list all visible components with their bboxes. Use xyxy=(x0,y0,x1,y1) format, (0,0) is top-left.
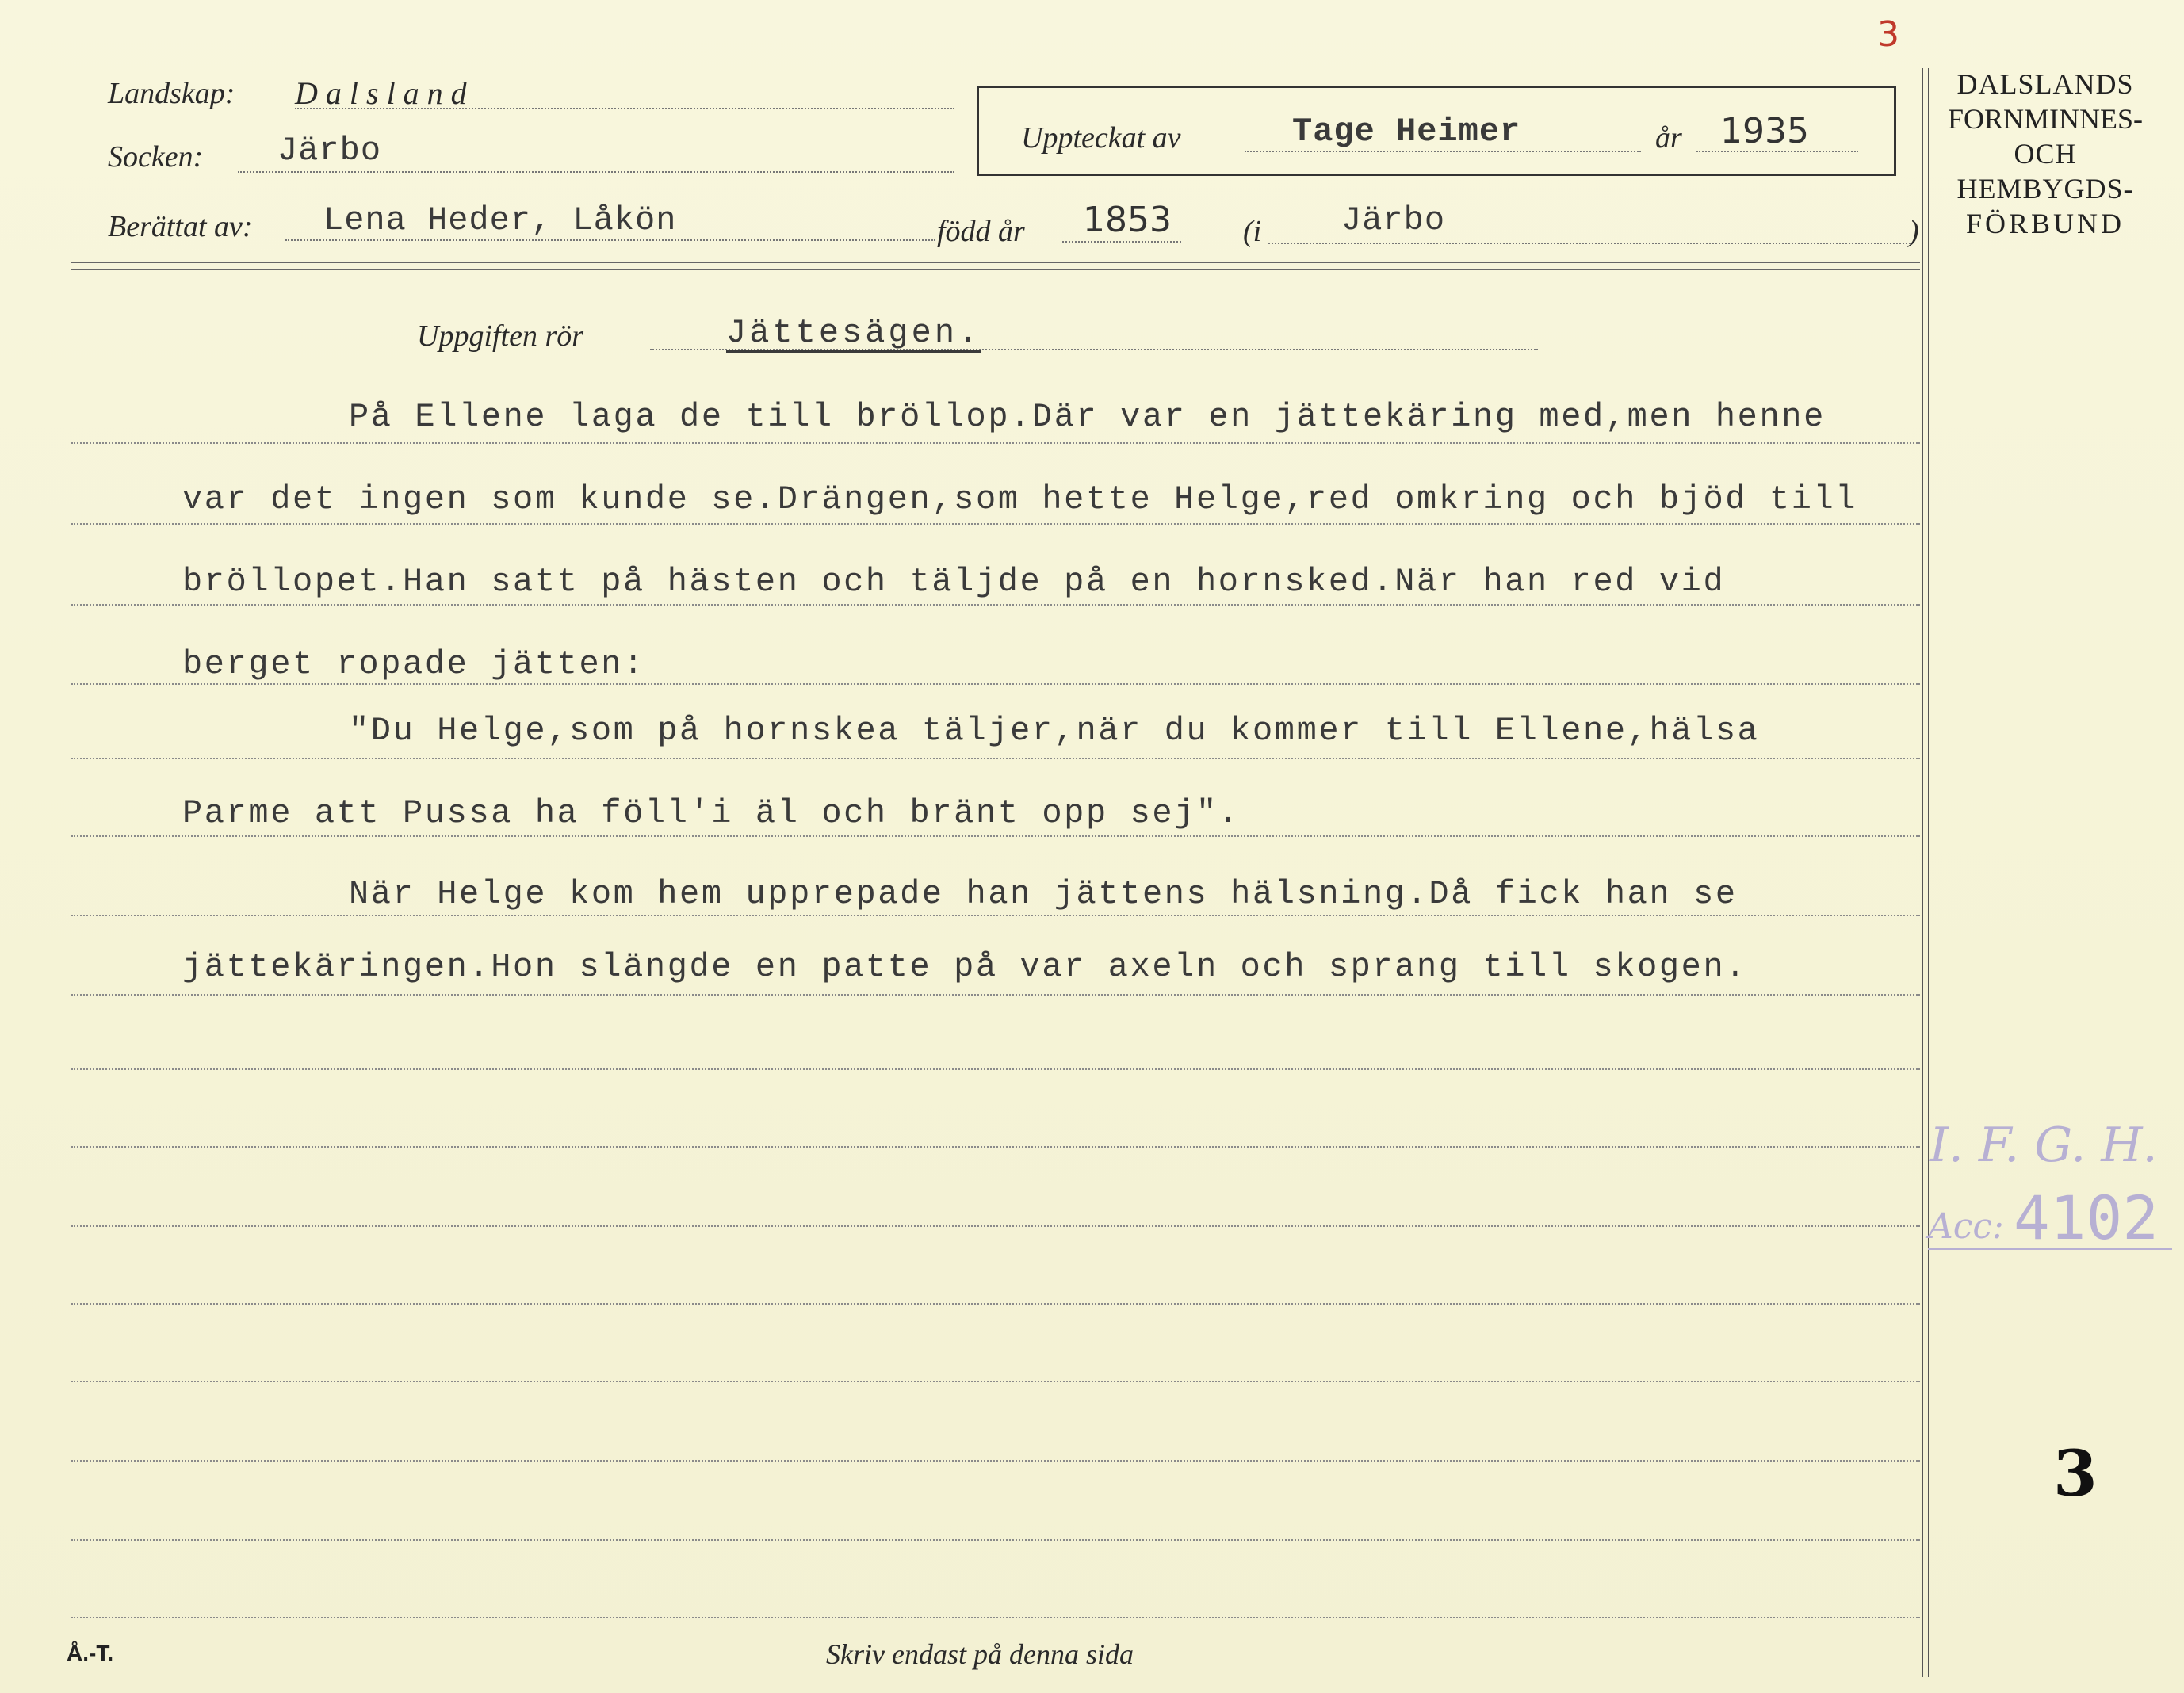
ar-label: år xyxy=(1655,121,1682,155)
berattat-value: Lena Heder, Låkön xyxy=(323,201,677,239)
body-line: "Du Helge,som på hornskea täljer,när du kommer till Ellene,hälsa xyxy=(349,712,1760,750)
archive-stamp-initials: I. F. G. H. xyxy=(1930,1118,2158,1173)
page-number-red: 3 xyxy=(1877,14,1899,55)
archive-stamp-acc-number: 4102 xyxy=(2014,1183,2159,1253)
archive-stamp-acc-label: Acc: xyxy=(1928,1206,2004,1247)
body-line: var det ingen som kunde se.Drängen,som hette Helge,red omkring och bjöd till xyxy=(182,480,1858,518)
organization-name: DALSLANDS FORNMINNES- OCH HEMBYGDS- FÖRBUND xyxy=(1947,68,2144,239)
margin-line xyxy=(1922,68,1923,1677)
body-line: jättekäringen.Hon slängde en patte på var axeln och sprang till skogen. xyxy=(182,948,1748,986)
uppteckat-label: Uppteckat av xyxy=(1021,121,1181,155)
i-close: ) xyxy=(1909,215,1919,248)
footer-instruction: Skriv endast på denna sida xyxy=(826,1638,1134,1670)
socken-value: Järbo xyxy=(277,132,382,170)
fodd-value: 1853 xyxy=(1083,200,1172,240)
i-label: (i xyxy=(1243,215,1262,248)
body-line: Parme att Pussa ha föll'i äl och bränt opp sej". xyxy=(182,794,1241,832)
ar-value: 1935 xyxy=(1720,111,1809,151)
subject-value: Jättesägen. xyxy=(726,314,981,352)
i-value: Järbo xyxy=(1341,201,1446,239)
subject-label: Uppgiften rör xyxy=(417,319,584,353)
body-line: berget ropade jätten: xyxy=(182,645,645,683)
landskap-value: D a l s l a n d xyxy=(295,75,467,111)
socken-label: Socken: xyxy=(108,140,204,174)
berattat-label: Berättat av: xyxy=(108,210,253,243)
fodd-label: född år xyxy=(937,215,1025,248)
landskap-label: Landskap: xyxy=(108,77,235,110)
body-line: bröllopet.Han satt på hästen och täljde på en hornsked.När han red vid xyxy=(182,563,1726,601)
body-line: När Helge kom hem upprepade han jättens hälsning.Då fick han se xyxy=(349,875,1738,913)
body-line: På Ellene laga de till bröllop.Där var en jättekäring med,men henne xyxy=(349,398,1826,436)
page-number: 3 xyxy=(2053,1436,2098,1511)
uppteckat-value: Tage Heimer xyxy=(1292,113,1521,151)
footer-code: Å.-T. xyxy=(67,1641,114,1665)
